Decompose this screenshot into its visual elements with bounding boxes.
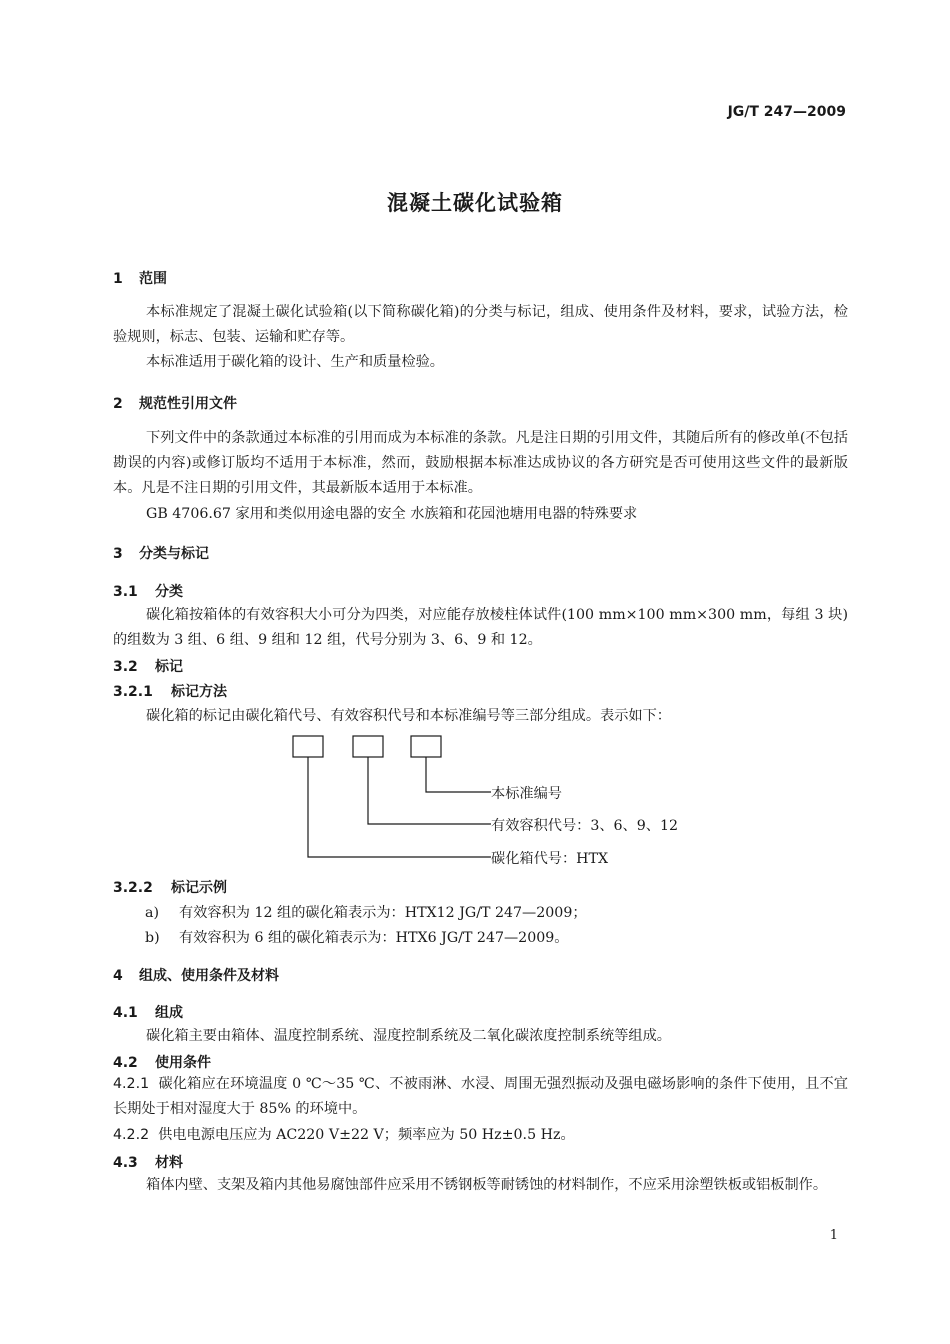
list-marker: a) [145, 905, 159, 921]
clause-number: 4.2.1 [113, 1076, 150, 1092]
section-title: 标记 [155, 659, 183, 675]
label-standard-number: 本标准编号 [491, 786, 562, 802]
subsection-3-2-heading [113, 656, 183, 676]
section-title: 规范性引用文件 [139, 396, 237, 412]
section-title: 组成、使用条件及材料 [139, 968, 279, 984]
label-volume-code: 有效容积代号：3、6、9、12 [491, 818, 679, 834]
standard-code: JG/T 247—2009 [727, 104, 846, 120]
subsection-3-2-2-heading [113, 877, 227, 897]
box-product-code [293, 736, 323, 757]
section-2-paragraph: 下列文件中的条款通过本标准的引用而成为本标准的条款。凡是注日期的引用文件，其随后所有的修改单(不包括勘误的内容)或修订版均不适用于本标准，然而，鼓励根据本标准达成协议的各方研究是否可使用这些文件的最新版本。凡是不注日期的引用文件，其最新版本适用于本标准。 [113, 430, 848, 496]
label-product-code: 碳化箱代号：HTX [491, 851, 609, 867]
section-number: 2 [113, 396, 123, 412]
subsection-3-1-paragraph: 碳化箱按箱体的有效容积大小可分为四类，对应能存放棱柱体试件(100 mm×100 mm×300 mm，每组 3 块)的组数为 3 组、6 组、9 组和 12 组，代号分别为 3、6、9 和 12。 [113, 607, 848, 648]
clause-text: 碳化箱应在环境温度 0 ℃～35 ℃、不被雨淋、水浸、周围无强烈振动及强电磁场影响的条件下使用，且不宜长期处于相对湿度大于 85% 的环境中。 [113, 1076, 848, 1117]
section-4-heading [113, 965, 279, 985]
section-title: 分类与标记 [139, 546, 209, 562]
subsection-3-1-heading [113, 581, 183, 601]
line-volume-code [368, 757, 491, 824]
box-volume-code [353, 736, 383, 757]
normative-reference: GB 4706.67 家用和类似用途电器的安全 水族箱和花园池塘用电器的特殊要求 [146, 506, 638, 522]
section-number: 4.1 [113, 1005, 138, 1021]
section-title: 标记示例 [171, 880, 227, 896]
clause-number: 4.2.2 [113, 1127, 150, 1143]
section-1-paragraph-2: 本标准适用于碳化箱的设计、生产和质量检验。 [146, 354, 444, 370]
document-title: 混凝土碳化试验箱 [387, 191, 563, 215]
clause-text: 供电电源电压应为 AC220 V±22 V；频率应为 50 Hz±0.5 Hz。 [158, 1127, 575, 1143]
section-number: 3.2.1 [113, 684, 153, 700]
section-number: 3.2 [113, 659, 138, 675]
section-title: 分类 [155, 584, 183, 600]
section-number: 3.1 [113, 584, 138, 600]
section-title: 组成 [155, 1005, 183, 1021]
list-marker: b) [145, 930, 160, 946]
list-item [145, 902, 587, 922]
subsection-4-2-heading [113, 1052, 211, 1072]
subsection-4-3-paragraph: 箱体内壁、支架及箱内其他易腐蚀部件应采用不锈钢板等耐锈蚀的材料制作，不应采用涂塑铁板或铝板制作。 [146, 1177, 828, 1193]
section-number: 1 [113, 271, 123, 287]
subsection-3-2-1-heading [113, 681, 227, 701]
section-title: 材料 [155, 1155, 183, 1171]
list-text: 有效容积为 6 组的碳化箱表示为：HTX6 JG/T 247—2009。 [179, 930, 569, 946]
section-3-heading [113, 543, 209, 563]
subsection-3-2-1-paragraph: 碳化箱的标记由碳化箱代号、有效容积代号和本标准编号等三部分组成。表示如下： [146, 708, 671, 724]
section-1-heading [113, 268, 167, 288]
section-number: 4.3 [113, 1155, 138, 1171]
subsection-4-1-paragraph: 碳化箱主要由箱体、温度控制系统、湿度控制系统及二氧化碳浓度控制系统等组成。 [146, 1028, 671, 1044]
section-number: 4.2 [113, 1055, 138, 1071]
section-number: 3.2.2 [113, 880, 153, 896]
section-number: 3 [113, 546, 123, 562]
marking-structure-diagram [280, 728, 500, 868]
list-text: 有效容积为 12 组的碳化箱表示为：HTX12 JG/T 247—2009； [179, 905, 587, 921]
page-number: 1 [829, 1228, 838, 1243]
clause-4-2-1 [113, 1072, 848, 1122]
list-item [145, 927, 568, 947]
subsection-4-3-heading [113, 1152, 183, 1172]
line-product-code [308, 757, 491, 857]
clause-4-2-2 [113, 1123, 848, 1148]
section-number: 4 [113, 968, 123, 984]
subsection-4-1-heading [113, 1002, 183, 1022]
line-standard-number [426, 757, 491, 792]
section-1-paragraph-1: 本标准规定了混凝土碳化试验箱(以下简称碳化箱)的分类与标记，组成、使用条件及材料，要求，试验方法，检验规则，标志、包装、运输和贮存等。 [113, 304, 848, 345]
section-title: 使用条件 [155, 1055, 211, 1071]
section-title: 范围 [139, 271, 167, 287]
box-standard-number [411, 736, 441, 757]
section-2-heading [113, 393, 237, 413]
section-title: 标记方法 [171, 684, 227, 700]
